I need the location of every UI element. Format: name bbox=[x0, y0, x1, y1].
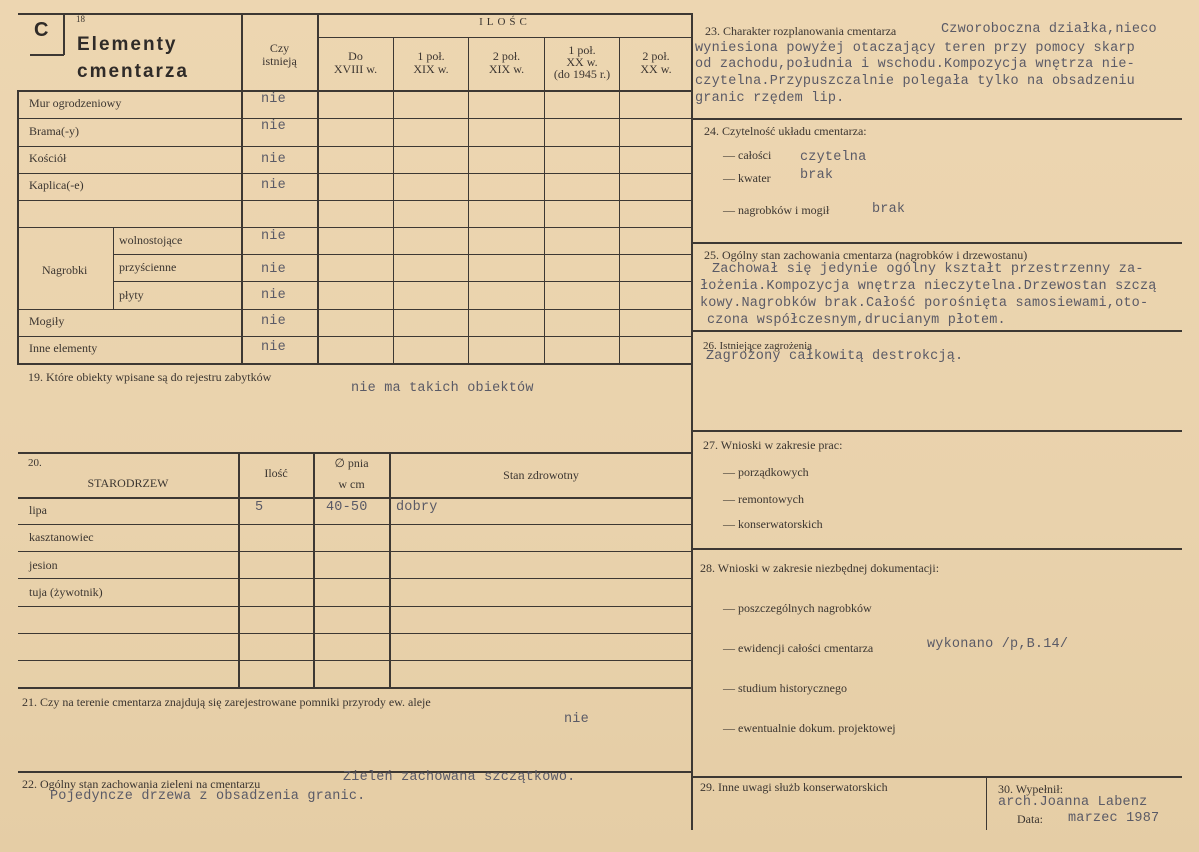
s27-item: — porządkowych bbox=[723, 465, 809, 479]
s20-header-name: STARODRZEW bbox=[87, 476, 169, 490]
section-letter: C bbox=[34, 19, 49, 41]
s20-col-rule bbox=[238, 452, 240, 687]
s28-top-rule bbox=[692, 548, 1182, 550]
czy-label: Czy bbox=[269, 41, 290, 55]
s28-label: 28. Wnioski w zakresie niezbędnej dokumentacji: bbox=[700, 561, 940, 575]
s30-label: 30. Wypełnił: bbox=[998, 782, 1064, 796]
section-number: 18 bbox=[76, 14, 85, 24]
s23-line: granic rzędem lip. bbox=[695, 91, 845, 106]
tree-name: kasztanowiec bbox=[29, 530, 94, 544]
s30-rule bbox=[986, 777, 987, 830]
s20-header-diameter: ∅ pnia bbox=[334, 456, 369, 470]
s28-item-label: — ewidencji całości cmentarza bbox=[723, 641, 874, 655]
s25-label: 25. Ogólny stan zachowania cmentarza (nagrobków i drzewostanu) bbox=[704, 248, 1028, 262]
title-line2: cmentarza bbox=[77, 61, 189, 82]
element-label: Mogiły bbox=[29, 314, 65, 328]
element-value: nie bbox=[261, 178, 286, 193]
period-2-line1: 1 poł. bbox=[417, 49, 445, 63]
s22-value-line1: Zieleń zachowana szczątkowo. bbox=[343, 770, 576, 785]
element-value: nie bbox=[261, 262, 286, 277]
element-label: Brama(-y) bbox=[29, 124, 79, 138]
s26-top-rule bbox=[692, 330, 1182, 332]
element-value: nie bbox=[261, 119, 286, 134]
s24-item-value: brak bbox=[872, 202, 906, 217]
element-value: nie bbox=[261, 152, 286, 167]
element-value: nie bbox=[261, 340, 286, 355]
nagrobki-label: Nagrobki bbox=[42, 263, 88, 277]
s29-top-rule bbox=[692, 776, 1182, 778]
s20-header-count: Ilość bbox=[264, 466, 288, 480]
s30-value: arch.Joanna Labenz bbox=[998, 795, 1148, 810]
nagrobki-sub-label: płyty bbox=[119, 288, 144, 302]
element-label: Kościół bbox=[29, 151, 67, 165]
nagrobki-sub-label: przyścienne bbox=[119, 260, 177, 274]
s24-item-label: — całości bbox=[723, 148, 772, 162]
ilosc-header: ILOŚC bbox=[479, 16, 531, 28]
nagrobki-rule bbox=[113, 227, 114, 309]
nagrobki-sub-label: wolnostojące bbox=[119, 233, 183, 247]
tree-health: dobry bbox=[396, 500, 438, 515]
period-2-line2: XIX w. bbox=[413, 62, 449, 76]
s20-top-rule bbox=[18, 452, 693, 454]
row-rule bbox=[18, 309, 692, 310]
s20-row-rule bbox=[18, 524, 692, 525]
element-label: Mur ogrodzeniowy bbox=[29, 96, 122, 110]
elements-bottom-rule bbox=[18, 363, 693, 365]
s23-line: czytelna.Przypuszczalnie polegała tylko na obsadzeniu bbox=[695, 74, 1135, 89]
tree-name: lipa bbox=[29, 503, 47, 517]
period-4-line1: 1 poł. bbox=[568, 43, 596, 57]
row-rule bbox=[18, 146, 692, 147]
top-rule bbox=[18, 13, 693, 15]
period-4-line3: (do 1945 r.) bbox=[553, 67, 611, 81]
s21-label: 21. Czy na terenie cmentarza znajdują się zarejestrowane pomniki przyrody ew. aleje bbox=[22, 695, 431, 709]
s25-line: kowy.Nagrobków brak.Całość porośnięta samosiewami,oto- bbox=[700, 296, 1149, 311]
period-1-line2: XVIII w. bbox=[333, 62, 378, 76]
row-rule bbox=[18, 336, 692, 337]
s25-line: łożenia.Kompozycja wnętrza nieczytelna.Drzewostan szczą bbox=[700, 279, 1157, 294]
row-rule bbox=[18, 227, 692, 228]
row-rule bbox=[113, 254, 692, 255]
s29-label: 29. Inne uwagi służb konserwatorskich bbox=[700, 780, 888, 794]
row-rule bbox=[18, 173, 692, 174]
tree-count: 5 bbox=[255, 500, 264, 515]
s22-label: 22. Ogólny stan zachowania zieleni na cmentarzu bbox=[22, 777, 261, 791]
s20-row-rule bbox=[18, 606, 692, 607]
s25-top-rule bbox=[692, 242, 1182, 244]
s19-value: nie ma takich obiektów bbox=[351, 381, 534, 396]
header-bottom-rule bbox=[18, 90, 693, 92]
s26-value: Zagrożony całkowitą destrokcją. bbox=[706, 349, 964, 364]
tree-name: jesion bbox=[29, 558, 58, 572]
s22-value-line2: Pojedyncze drzewa z obsadzenia granic. bbox=[50, 789, 366, 804]
period-1-line1: Do bbox=[348, 49, 363, 63]
s23-line: Czworoboczna działka,nieco bbox=[941, 22, 1157, 37]
period-5-line1: 2 poł. bbox=[642, 49, 670, 63]
ilosc-rule bbox=[318, 37, 692, 38]
s27-item: — konserwatorskich bbox=[723, 517, 823, 531]
tree-diameter: 40-50 bbox=[326, 500, 368, 515]
s20-number: 20. bbox=[28, 457, 42, 469]
period-3-line2: XIX w. bbox=[488, 62, 525, 76]
section-c-underline bbox=[30, 54, 64, 56]
s20-header-health: Stan zdrowotny bbox=[503, 468, 579, 482]
period-4-line2: XX w. bbox=[566, 55, 598, 69]
element-value: nie bbox=[261, 229, 286, 244]
s25-line: Zachował się jedynie ogólny kształt przestrzenny za- bbox=[712, 262, 1144, 277]
period-5-line2: XX w. bbox=[640, 62, 672, 76]
row-rule bbox=[113, 281, 692, 282]
s20-header-diameter-unit: w cm bbox=[338, 477, 365, 491]
period-3-line1: 2 poł. bbox=[492, 49, 521, 63]
s27-label: 27. Wnioski w zakresie prac: bbox=[703, 438, 843, 452]
s28-item-label: — ewentualnie dokum. projektowej bbox=[723, 721, 896, 735]
s27-item: — remontowych bbox=[723, 492, 804, 506]
s24-item-label: — nagrobków i mogił bbox=[723, 203, 830, 217]
s21-value: nie bbox=[564, 712, 589, 727]
element-value: nie bbox=[261, 92, 286, 107]
s30-date-value: marzec 1987 bbox=[1068, 811, 1160, 826]
tree-name: tuja (żywotnik) bbox=[29, 585, 103, 599]
s20-row-rule bbox=[18, 551, 692, 552]
s26-label: 26. Istniejące zagrożenia bbox=[703, 340, 813, 352]
istnieja-label: istnieją bbox=[262, 54, 297, 68]
row-rule bbox=[18, 200, 692, 201]
section-c-rule bbox=[63, 15, 65, 55]
s24-item-label: — kwater bbox=[723, 171, 771, 185]
element-value: nie bbox=[261, 314, 286, 329]
s28-item-label: — studium historycznego bbox=[723, 681, 847, 695]
element-label: Inne elementy bbox=[29, 341, 98, 355]
s25-line: czona współczesnym,drucianym płotem. bbox=[707, 313, 1006, 328]
s28-item-label: — poszczególnych nagrobków bbox=[723, 601, 872, 615]
s20-row-rule bbox=[18, 633, 692, 634]
s24-item-value: czytelna bbox=[800, 150, 867, 165]
s20-row-rule bbox=[18, 578, 692, 579]
center-divider bbox=[691, 13, 693, 830]
s23-label: 23. Charakter rozplanowania cmentarza bbox=[705, 24, 897, 38]
s30-date-label: Data: bbox=[1017, 812, 1043, 826]
s20-header-rule bbox=[18, 497, 693, 499]
element-value: nie bbox=[261, 288, 286, 303]
row-rule bbox=[18, 118, 692, 119]
s23-line: od zachodu,południa i wschodu.Kompozycja wnętrza nie- bbox=[695, 57, 1135, 72]
s20-row-rule bbox=[18, 660, 692, 661]
s24-item-value: brak bbox=[800, 168, 834, 183]
s27-top-rule bbox=[692, 430, 1182, 432]
s28-item-value: wykonano /p,B.14/ bbox=[927, 637, 1069, 652]
s19-label: 19. Które obiekty wpisane są do rejestru zabytków bbox=[28, 370, 272, 384]
title-line1: Elementy bbox=[77, 34, 178, 55]
s21-top-rule bbox=[18, 687, 693, 689]
s24-top-rule bbox=[692, 118, 1182, 120]
s23-line: wyniesiona powyżej otaczający teren przy pomocy skarp bbox=[695, 41, 1135, 56]
s24-label: 24. Czytelność układu cmentarza: bbox=[704, 124, 867, 138]
s20-col-rule bbox=[389, 452, 391, 687]
element-label: Kaplica(-e) bbox=[29, 178, 84, 192]
